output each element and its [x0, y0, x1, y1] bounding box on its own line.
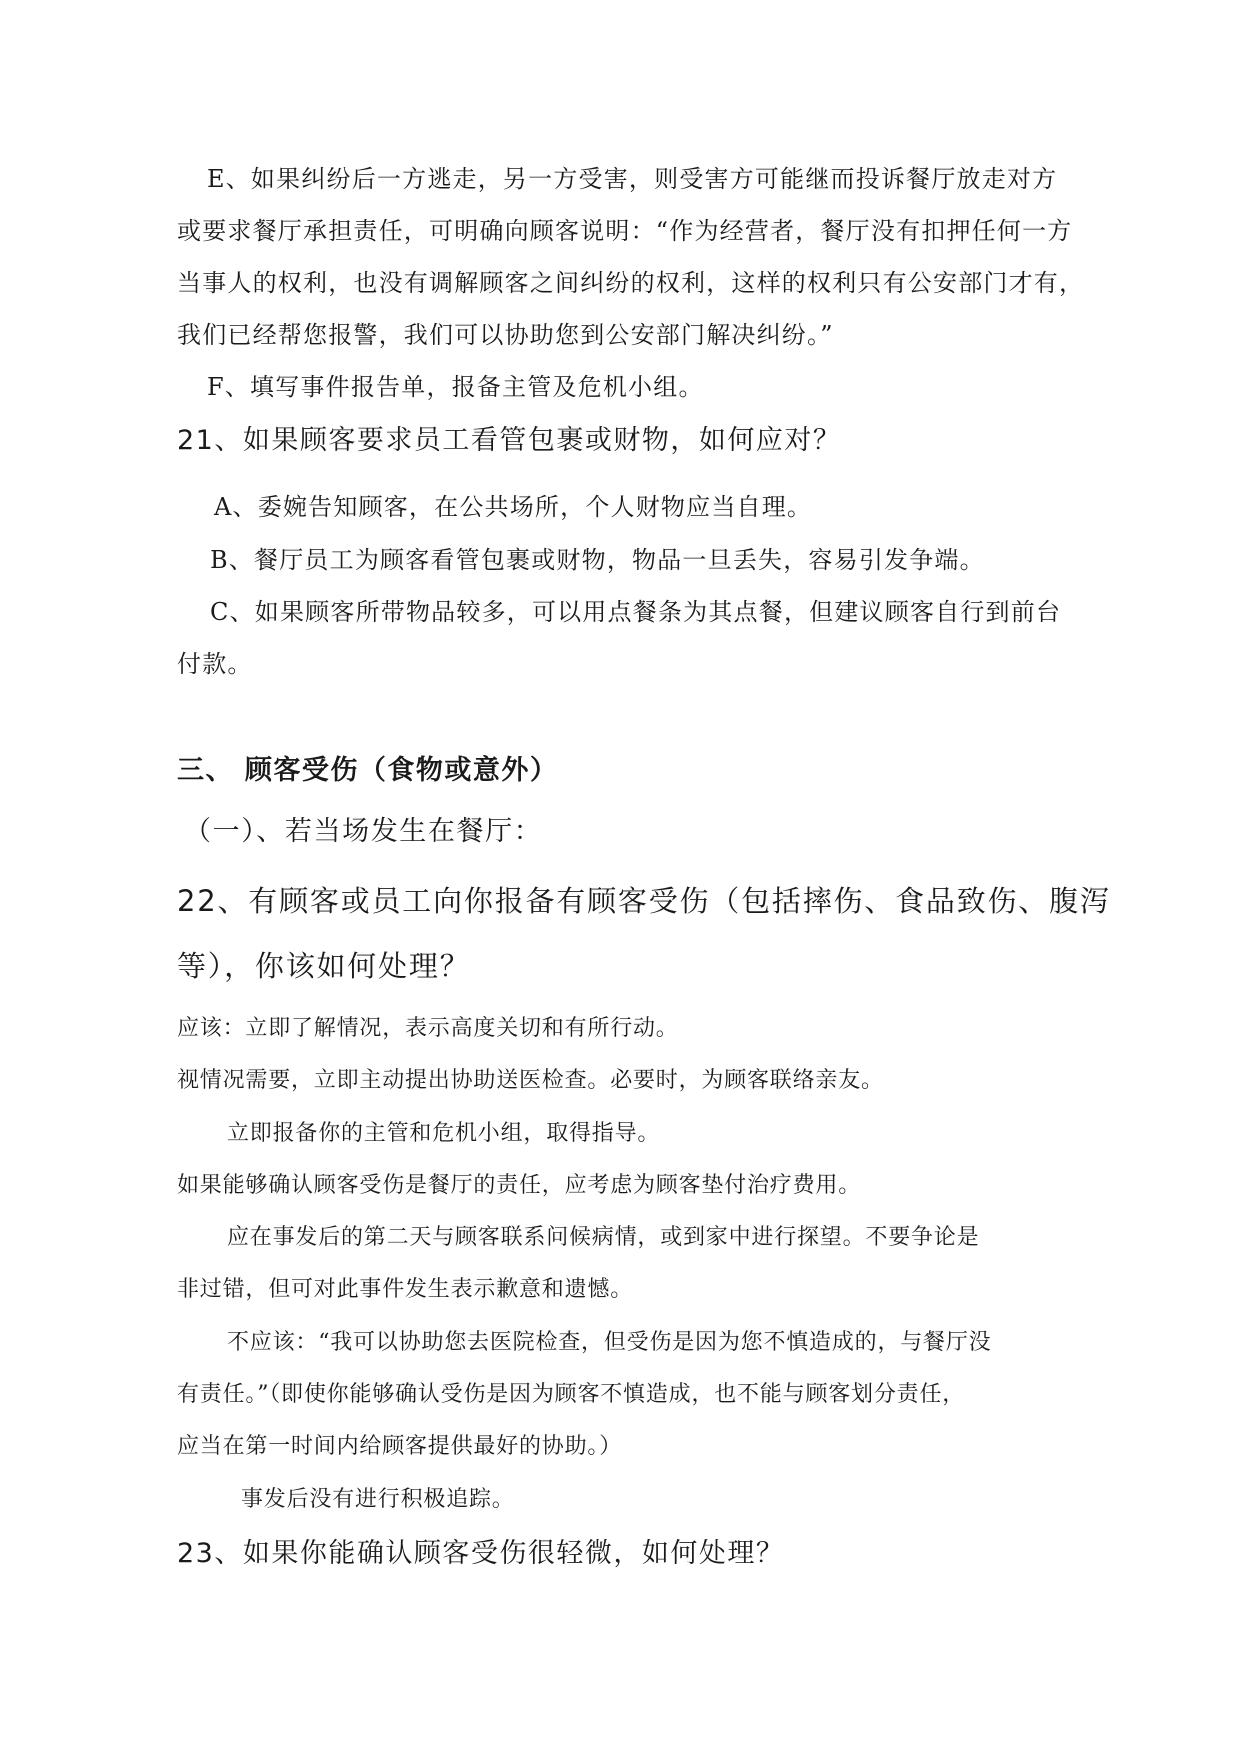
should-item-3: 立即报备你的主管和危机小组，取得指导。	[227, 1121, 661, 1146]
should-item-2: 视情况需要，立即主动提出协助送医检查。必要时，为顾客联络亲友。	[177, 1068, 884, 1093]
subsection-1-heading: （一）、若当场发生在餐厅：	[184, 816, 543, 847]
should-item-1: 应该：立即了解情况，表示高度关切和有所行动。	[177, 1016, 679, 1041]
paragraph-e-line-3: 当事人的权利，也没有调解顾客之间纠纷的权利，这样的权利只有公安部门才有，	[177, 269, 1085, 297]
should-item-5-line-1: 应在事发后的第二天与顾客联系问候病情，或到家中进行探望。不要争论是	[227, 1225, 980, 1250]
answer-21-a: A、委婉告知顾客，在公共场所，个人财物应当自理。	[214, 493, 813, 521]
answer-21-b: B、餐厅员工为顾客看管包裹或财物，物品一旦丢失，容易引发争端。	[210, 546, 985, 574]
paragraph-e-line-1: E、如果纠纷后一方逃走，另一方受害，则受害方可能继而投诉餐厅放走对方	[207, 165, 1058, 193]
paragraph-f: F、填写事件报告单，报备主管及危机小组。	[207, 373, 704, 401]
should-item-5-line-2: 非过错，但可对此事件发生表示歉意和遗憾。	[177, 1277, 634, 1302]
paragraph-e-line-4: 我们已经帮您报警，我们可以协助您到公安部门解决纠纷。”	[177, 321, 834, 349]
question-22-line-2: 等），你该如何处理？	[177, 949, 471, 983]
should-not-item-1-line-2: 有责任。”（即使你能够确认受伤是因为顾客不慎造成，也不能与顾客划分责任，	[177, 1382, 966, 1407]
paragraph-e-line-2: 或要求餐厅承担责任，可明确向顾客说明：“作为经营者，餐厅没有扣押任何一方	[177, 217, 1073, 245]
question-21: 21、如果顾客要求员工看管包裹或财物，如何应对？	[177, 425, 842, 456]
section-3-heading: 三、 顾客受伤（食物或意外）	[177, 755, 559, 786]
answer-21-c-line-1: C、如果顾客所带物品较多，可以用点餐条为其点餐，但建议顾客自行到前台	[210, 598, 1062, 626]
should-item-4: 如果能够确认顾客受伤是餐厅的责任，应考虑为顾客垫付治疗费用。	[177, 1173, 862, 1198]
should-not-item-1-line-1: 不应该：“我可以协助您去医院检查，但受伤是因为您不慎造成的，与餐厅没	[227, 1330, 992, 1355]
should-not-item-2: 事发后没有进行积极追踪。	[241, 1487, 515, 1512]
should-not-item-1-line-3: 应当在第一时间内给顾客提供最好的协助。）	[177, 1434, 623, 1459]
answer-21-c-line-2: 付款。	[177, 650, 253, 678]
question-22-line-1: 22、有顾客或员工向你报备有顾客受伤（包括摔伤、食品致伤、腹泻	[177, 884, 1111, 918]
question-23: 23、如果你能确认顾客受伤很轻微，如何处理？	[177, 1538, 785, 1569]
